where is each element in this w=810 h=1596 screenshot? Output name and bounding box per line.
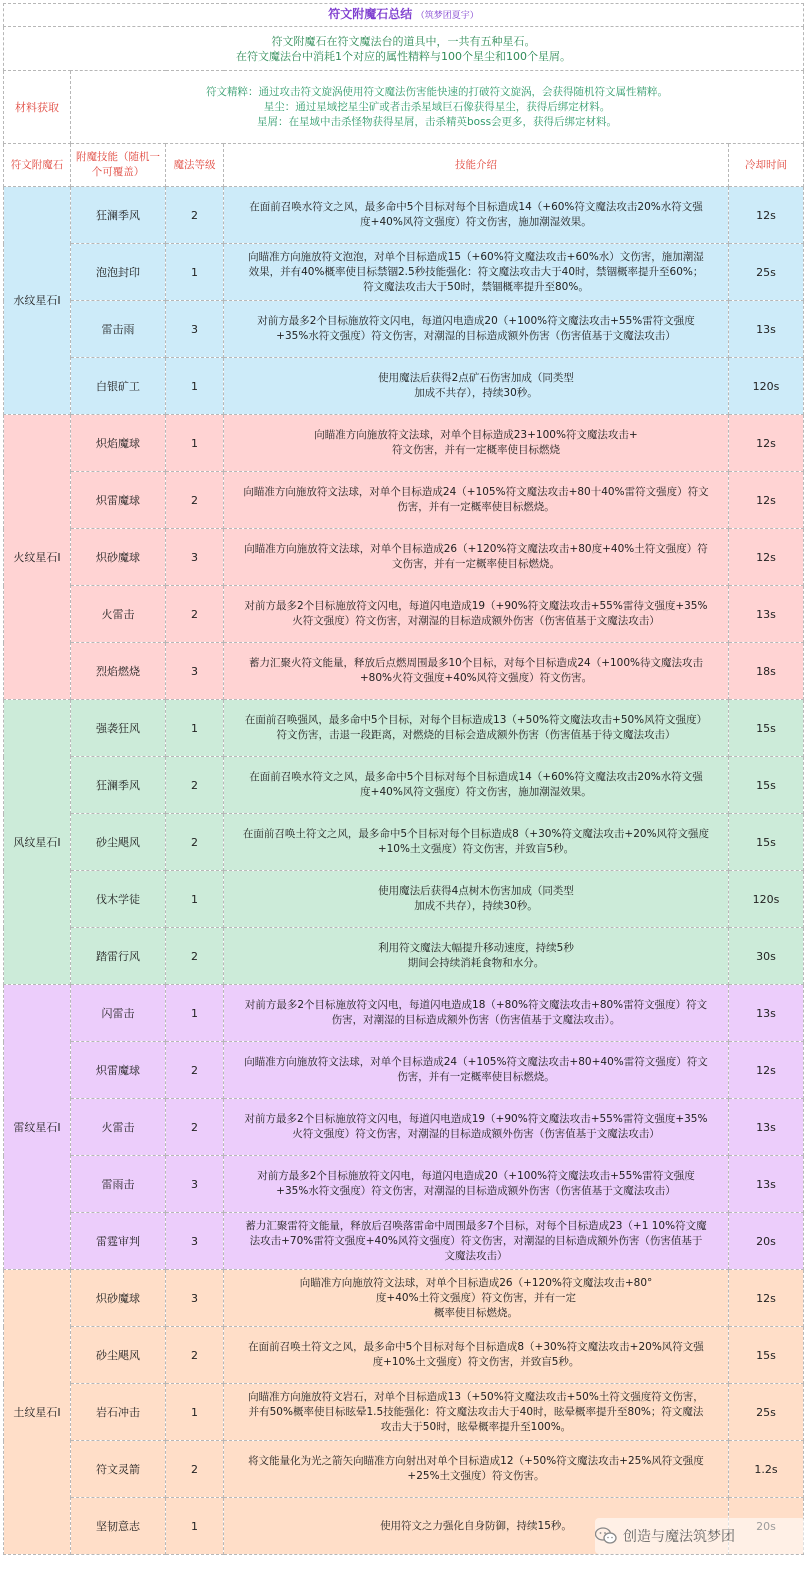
skill-description [224,415,729,472]
description-line: 期间会持续消耗食物和水分。 [407,957,545,969]
stone-name: 水纹星石I [4,187,71,415]
description-line: 使用魔法后获得2点矿石伤害加成（同类型 [378,372,574,384]
magic-level: 3 [166,301,224,358]
description-line: 度+10%土文强度）符文伤害，并致盲5秒。 [372,1356,580,1368]
skill-description [224,358,729,415]
header-skill: 附魔技能（随机一个可覆盖） [71,144,166,187]
skill-row [4,700,804,757]
rune-enchant-table [3,3,804,1555]
cooldown: 15s [729,1327,804,1384]
description-line: 向瞄准方向施放符文法球，对单个目标造成26（+120%符文魔法攻击+80° [299,1276,653,1289]
description-line: 对前方最多2个目标施放符文闪电，每道闪电造成20（+100%符文魔法攻击+55%雷符文强度 [257,315,695,327]
description-line: +35%水符文强度）符文伤害，对潮湿的目标造成额外伤害（伤害值基于文魔法攻击） [276,1185,676,1197]
description-line: +25%土文强度）符文伤害。 [407,1470,545,1482]
magic-level: 2 [166,187,224,244]
cooldown: 13s [729,1156,804,1213]
description-line: 火符文强度）符文伤害，对潮湿的目标造成额外伤害（伤害值基于文魔法攻击） [292,615,660,627]
page-subtitle: （筑梦团夏宇） [415,10,479,21]
cooldown: 12s [729,187,804,244]
stone-name: 雷纹星石I [4,985,71,1270]
intro-line: 在符文魔法台中消耗1个对应的属性精粹与100个星尘和100个星屑。 [236,49,572,63]
skill-row [4,871,804,928]
description-line: 加成不共存），持续30秒。 [414,387,538,399]
header-stone: 符文附魔石 [4,144,71,187]
stone-name: 风纹星石I [4,700,71,985]
skill-row [4,1213,804,1270]
description-line: 在面前召唤土符文之风，最多命中5个目标对每个目标造成8（+30%符文魔法攻击+20%风符文强度 [242,828,710,840]
magic-level: 2 [166,472,224,529]
skill-row [4,985,804,1042]
magic-level: 3 [166,1156,224,1213]
cooldown: 25s [729,244,804,301]
description-line: 概率使目标燃烧。 [434,1306,518,1319]
skill-row [4,187,804,244]
description-line: 使用符文之力强化自身防御，持续15秒。 [380,1519,572,1532]
skill-row [4,1441,804,1498]
skill-name: 坚韧意志 [71,1498,166,1555]
skill-description [224,187,729,244]
cooldown: 30s [729,928,804,985]
description-line: 效果，并有40%概率使目标禁锢2.5秒技能强化：符文魔法攻击大于40时，禁锢概率提升至60%； [248,265,704,278]
description-line: 攻击大于50时，眩晕概率提升至100%。 [380,1420,572,1433]
description-line: 在面前召唤水符文之风，最多命中5个目标对每个目标造成14（+60%符文魔法攻击20%水符文强 [249,201,703,213]
skill-row [4,472,804,529]
cooldown: 20s [729,1213,804,1270]
cooldown: 18s [729,643,804,700]
magic-level: 1 [166,700,224,757]
cooldown: 15s [729,757,804,814]
header-row [4,144,804,187]
magic-level: 2 [166,1441,224,1498]
magic-level: 1 [166,1384,224,1441]
skill-description [224,529,729,586]
skill-description [224,1270,729,1327]
skill-name: 岩石冲击 [71,1384,166,1441]
cooldown: 12s [729,472,804,529]
description-line: 在面前召唤水符文之风，最多命中5个目标对每个目标造成14（+60%符文魔法攻击20%水符文强 [249,771,703,783]
skill-description [224,643,729,700]
magic-level: 1 [166,358,224,415]
wechat-icon [595,1527,617,1545]
skill-description [224,757,729,814]
description-line: +35%水符文强度）符文伤害，对潮湿的目标造成额外伤害（伤害值基于文魔法攻击） [276,330,676,342]
skill-description [224,1213,729,1270]
skill-row [4,358,804,415]
skill-description [224,1441,729,1498]
skill-description [224,301,729,358]
materials-line: 星尘：通过星域挖星尘矿或者击杀星域巨石像获得星尘，获得后绑定材料。 [263,100,611,113]
skill-name: 闪雷击 [71,985,166,1042]
description-line: 文魔法攻击） [444,1249,508,1262]
cooldown: 120s [729,358,804,415]
magic-level: 2 [166,757,224,814]
magic-level: 2 [166,928,224,985]
intro-row [4,27,804,71]
materials-cell [71,71,804,144]
description-line: 向瞄准方向施放符文法球，对单个目标造成26（+120%符文魔法攻击+80度+40%土符文强度）符 [244,543,708,555]
description-line: 使用魔法后获得4点树木伤害加成（同类型 [378,885,574,897]
skill-description [224,1099,729,1156]
cooldown: 13s [729,586,804,643]
description-line: 符文魔法攻击大于50时，禁锢概率提升至80%。 [363,280,589,293]
cooldown: 12s [729,415,804,472]
skill-name: 符文灵箭 [71,1441,166,1498]
magic-level: 3 [166,529,224,586]
description-line: 利用符文魔法大幅提升移动速度，持续5秒 [378,942,574,954]
watermark-text: 创造与魔法筑梦团 [623,1529,735,1545]
magic-level: 2 [166,1327,224,1384]
description-line: 度+40%风符文强度）符文伤害，施加潮湿效果。 [360,216,592,228]
skill-name: 雷霆审判 [71,1213,166,1270]
skill-description [224,1384,729,1441]
skill-name: 炽砂魔球 [71,1270,166,1327]
skill-name: 白银矿工 [71,358,166,415]
skill-name: 雷击雨 [71,301,166,358]
skill-row [4,1042,804,1099]
description-line: 对前方最多2个目标施放符文闪电，每道闪电造成20（+100%符文魔法攻击+55%雷符文强度 [257,1170,695,1182]
header-intro: 技能介绍 [224,144,729,187]
cooldown: 15s [729,700,804,757]
cooldown: 12s [729,1042,804,1099]
cooldown: 13s [729,301,804,358]
description-line: 在面前召唤强风，最多命中5个目标，对每个目标造成13（+50%符文魔法攻击+50%风符文强度） [244,714,708,726]
title-cell [4,4,804,27]
magic-level: 2 [166,1042,224,1099]
cooldown: 120s [729,871,804,928]
cooldown: 13s [729,1099,804,1156]
skill-name: 伐木学徒 [71,871,166,928]
materials-line: 符文精粹：通过攻击符文旋涡使用符文魔法伤害能快速的打破符文旋涡，会获得随机符文属性精粹。 [206,85,669,98]
skill-name: 强袭狂风 [71,700,166,757]
skill-row [4,757,804,814]
cooldown: 13s [729,985,804,1042]
magic-level: 1 [166,415,224,472]
description-line: +10%土文强度）符文伤害，并致盲5秒。 [377,843,575,855]
skill-row [4,1099,804,1156]
skill-description [224,700,729,757]
description-line: 并有50%概率使目标眩晕1.5技能强化：符文魔法攻击大于40时，眩晕概率提升至80%；符文魔法 [248,1405,704,1418]
description-line: 伤害，并有一定概率使目标燃烧。 [397,1071,555,1083]
skill-description [224,586,729,643]
skill-name: 泡泡封印 [71,244,166,301]
description-line: 向瞄准方向施放符文法球，对单个目标造成24（+105%符文魔法攻击+80十40%雷符文强度）符文 [243,486,709,498]
skill-description [224,244,729,301]
skill-name: 狂澜季风 [71,187,166,244]
stone-name: 火纹星石I [4,415,71,700]
description-line: 向瞄准方向施放符文法球，对单个目标造成24（+105%符文魔法攻击+80+40%雷符文强度）符文 [244,1056,708,1068]
skill-row [4,643,804,700]
skill-description [224,928,729,985]
header-cooldown: 冷却时间 [729,144,804,187]
description-line: 对前方最多2个目标施放符文闪电，每道闪电造成18（+80%符文魔法攻击+80%雷符文强度）符文 [244,999,708,1011]
page-title: 符文附魔石总结 [328,6,413,21]
materials-label: 材料获取 [4,71,71,144]
skill-description [224,1156,729,1213]
magic-level: 2 [166,814,224,871]
description-line: 蓄力汇聚火符文能量，释放后点燃周围最多10个目标，对每个目标造成24（+100%待文魔法攻击 [248,657,704,669]
description-line: 向瞄准方向施放符文泡泡，对单个目标造成15（+60%符文魔法攻击+60%水）文伤害，施加潮湿 [248,250,704,263]
skill-name: 砂尘飓风 [71,814,166,871]
skill-name: 炽雷魔球 [71,1042,166,1099]
magic-level: 1 [166,244,224,301]
magic-level: 3 [166,1270,224,1327]
cooldown: 12s [729,529,804,586]
skill-name: 砂尘飓风 [71,1327,166,1384]
magic-level: 1 [166,985,224,1042]
magic-level: 2 [166,1099,224,1156]
skill-row [4,301,804,358]
stone-name: 土纹星石I [4,1270,71,1555]
description-line: 伤害，并有一定概率使目标燃烧。 [397,501,555,513]
description-line: 伤害，对潮湿的目标造成额外伤害（伤害值基于文魔法攻击）。 [331,1014,621,1026]
title-row [4,4,804,27]
skill-row [4,415,804,472]
cooldown: 25s [729,1384,804,1441]
description-line: 加成不共存），持续30秒。 [414,900,538,912]
description-line: 蓄力汇聚雷符文能量，释放后召唤落雷命中周围最多7个目标，对每个目标造成23（+1 10%符文魔 [245,1219,707,1232]
skill-name: 雷雨击 [71,1156,166,1213]
skill-row [4,1270,804,1327]
description-line: 符文伤害，击退一段距离，对燃烧的目标会造成额外伤害（伤害值基于待文魔法攻击） [276,729,676,741]
skill-name: 炽砂魔球 [71,529,166,586]
skill-description [224,1327,729,1384]
skill-description [224,472,729,529]
description-line: 度+40%土符文强度）符文伤害，并有一定 [375,1291,577,1304]
intro-line: 符文附魔石在符文魔法台的道具中，一共有五种星石。 [271,34,536,48]
materials-line: 星屑：在星域中击杀怪物获得星屑，击杀精英boss会更多，获得后绑定材料。 [257,115,618,128]
skill-row [4,244,804,301]
skill-name: 火雷击 [71,1099,166,1156]
cooldown: 15s [729,814,804,871]
magic-level: 3 [166,1213,224,1270]
skill-row [4,814,804,871]
skill-name: 烈焰燃烧 [71,643,166,700]
skill-name: 狂澜季风 [71,757,166,814]
cooldown: 12s [729,1270,804,1327]
skill-row [4,586,804,643]
skill-row [4,1384,804,1441]
description-line: 对前方最多2个目标施放符文闪电，每道闪电造成19（+90%符文魔法攻击+55%雷符文强度+35% [244,1113,708,1125]
skill-description [224,871,729,928]
skill-name: 火雷击 [71,586,166,643]
intro-cell [4,27,804,71]
description-line: 向瞄准方向施放符文岩石，对单个目标造成13（+50%符文魔法攻击+50%土符文强度符文伤害， [248,1390,704,1403]
description-line: 度+40%风符文强度）符文伤害，施加潮湿效果。 [360,786,592,798]
magic-level: 2 [166,586,224,643]
magic-level: 3 [166,643,224,700]
magic-level: 1 [166,1498,224,1555]
skill-description [224,1042,729,1099]
description-line: 火符文强度）符文伤害，对潮湿的目标造成额外伤害（伤害值基于文魔法攻击） [292,1128,660,1140]
skill-row [4,1156,804,1213]
header-level: 魔法等级 [166,144,224,187]
materials-row [4,71,804,144]
magic-level: 1 [166,871,224,928]
description-line: 将文能量化为光之箭矢向瞄准方向射出对单个目标造成12（+50%符文魔法攻击+25%风符文强度 [248,1455,704,1467]
cooldown: 1.2s [729,1441,804,1498]
description-line: 在面前召唤土符文之风，最多命中5个目标对每个目标造成8（+30%符文魔法攻击+20%风符文强 [248,1341,704,1353]
skill-row [4,529,804,586]
skill-row [4,1327,804,1384]
skill-name: 炽雷魔球 [71,472,166,529]
watermark [595,1518,805,1554]
skill-name: 炽焰魔球 [71,415,166,472]
skill-description [224,985,729,1042]
description-line: 符文伤害，并有一定概率使目标燃烧 [392,444,560,456]
skill-description [224,814,729,871]
description-line: 文伤害，并有一定概率使目标燃烧。 [392,558,560,570]
skill-name: 踏雷行风 [71,928,166,985]
description-line: 法攻击+70%雷符文强度+40%风符文强度）符文伤害，对潮湿的目标造成额外伤害（伤害值基于 [249,1234,703,1247]
description-line: +80%火符文强度+40%风符文强度）符文伤害。 [359,672,593,684]
skill-row [4,928,804,985]
description-line: 对前方最多2个目标施放符文闪电，每道闪电造成19（+90%符文魔法攻击+55%雷待文强度+35% [244,600,708,612]
description-line: 向瞄准方向施放符文法球，对单个目标造成23+100%符文魔法攻击+ [314,429,638,441]
